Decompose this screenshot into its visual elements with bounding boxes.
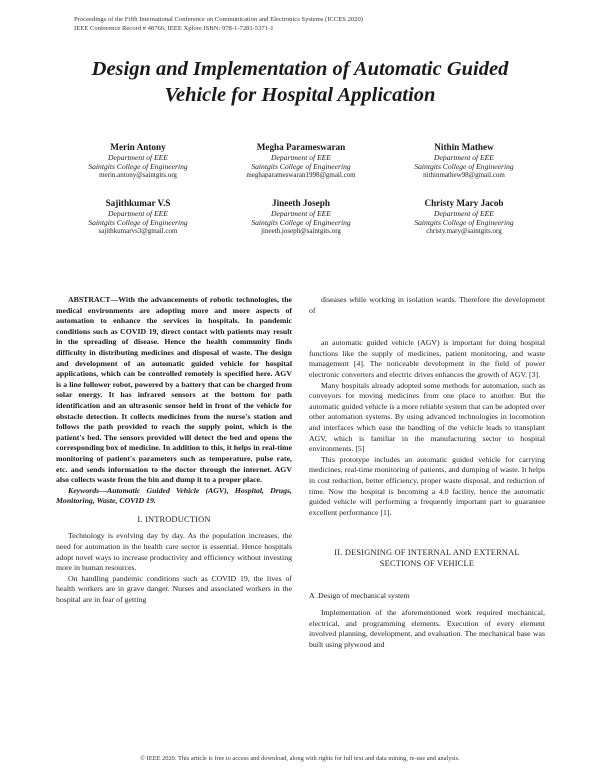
conference-header: [74, 16, 363, 33]
author-card: [374, 142, 554, 181]
author-department: Department of EEE: [108, 209, 168, 218]
author-college: Saintgits College of Engineering: [88, 218, 188, 228]
author-college: Saintgits College of Engineering: [414, 218, 514, 228]
author-email: sajithkumarvs3@gmail.com: [98, 227, 178, 236]
keywords-text: Keywords—Automatic Guided Vehicle (AGV), Hospital, Drugs, Monitoring, Waste, COVID 19.: [56, 485, 292, 506]
paper-title-line2: Vehicle for Hospital Application: [164, 84, 436, 106]
column-spacer: [309, 316, 545, 338]
author-department: Department of EEE: [271, 153, 331, 162]
author-card: [211, 198, 391, 237]
author-department: Department of EEE: [434, 209, 494, 218]
body-paragraph: This prototype includes an automatic guided vehicle for carrying medicines, real-time monitoring of patients, and dumping of waste. It helps in cost reduction, better efficiency, proper waste disposal, and reduction of time. Now the hospital is becoming a 4.0 facility, hence the automatic guided vehicle will performing a frequently important part to guarantee excellent performance [1].: [309, 454, 545, 517]
body-paragraph: diseases while working in isolation wards. Therefore the development of: [309, 295, 545, 315]
author-card: [374, 198, 554, 237]
body-paragraph: an automatic guided vehicle (AGV) is important for doing hospital functions like the supply of medicines, patient monitoring, and waste management [4]. The noticeable development in the field of power electronic converters and electric drives enhances the growth of AGV. [3].: [309, 338, 545, 379]
author-department: Department of EEE: [271, 209, 331, 218]
abstract-text: ABSTRACT—With the advancements of robotic technologies, the medical environments are adopting more and more aspects of automation to enhance the services in hospitals. In pandemic conditions such as COVID 19, direct contact with patients may result in the spreading of disease. Hence the health community finds difficulty in distributing medicines and disposal of waste. The design and development of an automatic guided vehicle for hospital applications, which can be controlled remotely is specified here. AGV is a line follower robot, powered by a battery that can be charged from solar energy. It has infrared sensors at the bottom for path identification and an ultrasonic sensor held in front of the vehicle for obstacle detection. It collects medicines from the nurse's station and follows the path provided to reach the supply point, which is the patient's bed. The sensors provided will detect the bed and opens the corresponding box of medicine. In addition to this, it helps in real-time monitoring of patient's parameters such as temperature, pulse rate, etc. and sends information to the doctor through the internet. AGV also collects waste from the bin and dump it to a proper place.: [56, 295, 292, 485]
intro-paragraph: Technology is evolving day by day. As the population increases, the need for automation in the health care sector is essential. Hence hospitals adopt novel ways to increase productivity and efficiency without investing more in human resources.: [56, 531, 292, 573]
author-email: meghaparameswaran1998@gmail.com: [246, 171, 356, 180]
copyright-footer: © IEEE 2020. This article is free to access and download, along with rights for full text and data mining, re-use and analysis.: [140, 755, 460, 762]
author-card: [211, 142, 391, 181]
subsection-heading: A .Design of mechanical system: [309, 591, 410, 601]
author-college: Saintgits College of Engineering: [88, 162, 188, 172]
author-card: [48, 142, 228, 181]
author-name: Christy Mary Jacob: [424, 198, 504, 208]
right-column: [309, 295, 545, 650]
author-email: merin.antony@saintgits.org: [99, 171, 177, 180]
paper-title-line1: Design and Implementation of Automatic Guided: [91, 58, 509, 80]
author-name: Sajithkumar V.S: [105, 198, 171, 208]
section-heading-line: SECTIONS OF VEHICLE: [379, 558, 475, 568]
author-department: Department of EEE: [434, 153, 494, 162]
author-email: christy.mary@saintgits.org: [426, 227, 502, 236]
column-spacer: [309, 518, 545, 540]
section-heading-designing: [309, 548, 545, 569]
left-column: [56, 295, 292, 606]
section-heading-introduction: I. INTRODUCTION: [137, 514, 211, 524]
author-name: Jineeth Joseph: [272, 198, 330, 208]
author-name: Nithin Mathew: [434, 142, 494, 152]
body-paragraph: Many hospitals already adopted some methods for automation, such as conveyors for moving medicines from one place to another. But the automatic guided vehicle is a more reliable system that can be adopted over other automation systems. By using advanced technologies in locomotion and interfaces which ease the handling of the vehicle leads to transplant AGV, which is familiar in the manufacturing sector to hospital environments. [5]: [309, 380, 545, 454]
intro-paragraph: On handling pandemic conditions such as COVID 19, the lives of health workers are in grave danger. Nurses and associated workers in the hospital are in fear of getting: [56, 573, 292, 605]
section-heading-line: II. DESIGNING OF INTERNAL AND EXTERNAL: [334, 548, 520, 558]
body-paragraph: Implementation of the aforementioned work required mechanical, electrical, and programming elements. Execution of every element involved planning, development, and evaluation. The mechanical base was built using plywood and: [309, 608, 545, 649]
author-college: Saintgits College of Engineering: [251, 218, 351, 228]
column-spacer: [309, 575, 545, 587]
author-name: Merin Antony: [110, 142, 166, 152]
conference-header-line2: IEEE Conference Record # 48766; IEEE Xplore ISBN: 978-1-7281-5371-1: [74, 24, 274, 32]
author-email: jineeth.joseph@saintgits.org: [261, 227, 341, 236]
author-card: [48, 198, 228, 237]
author-college: Saintgits College of Engineering: [251, 162, 351, 172]
author-name: Megha Parameswaran: [256, 142, 346, 152]
conference-header-line1: Proceedings of the Fifth International Conference on Communication and Electronics Systems (ICCES 2020): [74, 16, 363, 23]
paper-title: [40, 56, 560, 108]
author-department: Department of EEE: [108, 153, 168, 162]
author-email: nithinmathew98@gmail.com: [423, 171, 505, 180]
author-college: Saintgits College of Engineering: [414, 162, 514, 172]
